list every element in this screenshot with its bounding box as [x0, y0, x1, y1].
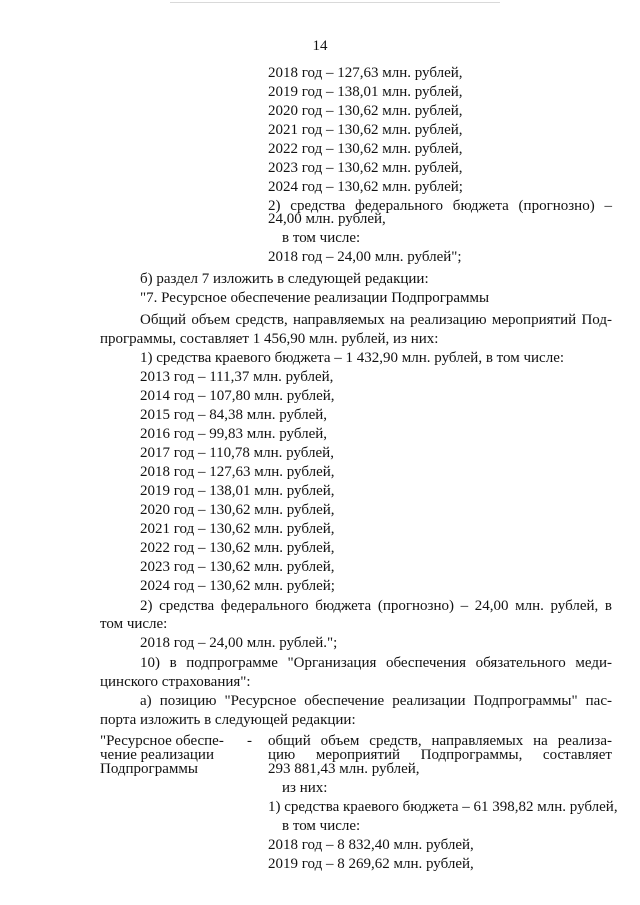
year-line: 2018 год – 24,00 млн. рублей";: [268, 249, 462, 265]
table-right-text: общий объем средств, направляемых на реализа-: [268, 733, 612, 749]
regional-budget-line: 1) средства краевого бюджета – 1 432,90 млн. рублей, в том числе:: [140, 350, 565, 366]
from-them-label: из них:: [282, 780, 328, 796]
year-line: 2019 год – 138,01 млн. рублей,: [268, 84, 463, 100]
year-line: 2024 год – 130,62 млн. рублей;: [268, 179, 463, 195]
year-line: 2019 год – 8 269,62 млн. рублей,: [268, 856, 474, 872]
federal-budget-line: 2) средства федерального бюджета (прогнозно) – 24,00 млн. рублей, в: [140, 598, 612, 614]
year-line: 2018 год – 127,63 млн. рублей,: [268, 65, 463, 81]
item-a-paragraph: порта изложить в следующей редакции:: [100, 712, 356, 728]
year-line: 2018 год – 24,00 млн. рублей.";: [140, 635, 338, 651]
federal-budget-line: том числе:: [100, 616, 168, 632]
year-line: 2020 год – 130,62 млн. рублей,: [140, 502, 335, 518]
page-number: 14: [312, 38, 328, 54]
year-line: 2015 год – 84,38 млн. рублей,: [140, 407, 328, 423]
year-line: 2024 год – 130,62 млн. рублей;: [140, 578, 335, 594]
total-volume-line: программы, составляет 1 456,90 млн. рублей, из них:: [100, 331, 439, 347]
table-left-label: "Ресурсное обеспе-: [100, 733, 224, 749]
federal-budget-amount: 24,00 млн. рублей,: [268, 211, 386, 227]
year-line: 2021 год – 130,62 млн. рублей,: [268, 122, 463, 138]
year-line: 2022 год – 130,62 млн. рублей,: [140, 540, 335, 556]
year-line: 2014 год – 107,80 млн. рублей,: [140, 388, 335, 404]
year-line: 2017 год – 110,78 млн. рублей,: [140, 445, 334, 461]
year-line: 2023 год – 130,62 млн. рублей,: [140, 559, 335, 575]
year-line: 2019 год – 138,01 млн. рублей,: [140, 483, 335, 499]
table-right-text: цию мероприятий Подпрограммы, составляет: [268, 747, 612, 763]
table-left-label: чение реализации: [100, 747, 214, 763]
year-line: 2016 год – 99,83 млн. рублей,: [140, 426, 328, 442]
scan-top-rule: [170, 2, 500, 3]
year-line: 2013 год – 111,37 млн. рублей,: [140, 369, 334, 385]
regional-budget-line: 1) средства краевого бюджета – 61 398,82 млн. рублей,: [268, 799, 618, 815]
year-line: 2022 год – 130,62 млн. рублей,: [268, 141, 463, 157]
year-line: 2018 год – 127,63 млн. рублей,: [140, 464, 335, 480]
including-label: в том числе:: [282, 818, 361, 834]
year-line: 2023 год – 130,62 млн. рублей,: [268, 160, 463, 176]
total-volume-line: Общий объем средств, направляемых на реализацию мероприятий Под-: [140, 312, 612, 328]
table-left-label: Подпрограммы: [100, 761, 198, 777]
item-a-paragraph: а) позицию "Ресурсное обеспечение реализации Подпрограммы" пас-: [140, 693, 612, 709]
including-label: в том числе:: [282, 230, 361, 246]
item-10-paragraph: цинского страхования":: [100, 674, 251, 690]
table-right-text: 293 881,43 млн. рублей,: [268, 761, 420, 777]
year-line: 2021 год – 130,62 млн. рублей,: [140, 521, 335, 537]
year-line: 2020 год – 130,62 млн. рублей,: [268, 103, 463, 119]
section-b-paragraph: б) раздел 7 изложить в следующей редакции:: [140, 271, 429, 287]
item-10-paragraph: 10) в подпрограмме "Организация обеспечения обязательного меди-: [140, 655, 612, 671]
table-dash: -: [247, 733, 252, 749]
section-7-title: "7. Ресурсное обеспечение реализации Подпрограммы: [140, 290, 490, 306]
federal-budget-line: 2) средства федерального бюджета (прогнозно) –: [268, 198, 612, 214]
year-line: 2018 год – 8 832,40 млн. рублей,: [268, 837, 474, 853]
